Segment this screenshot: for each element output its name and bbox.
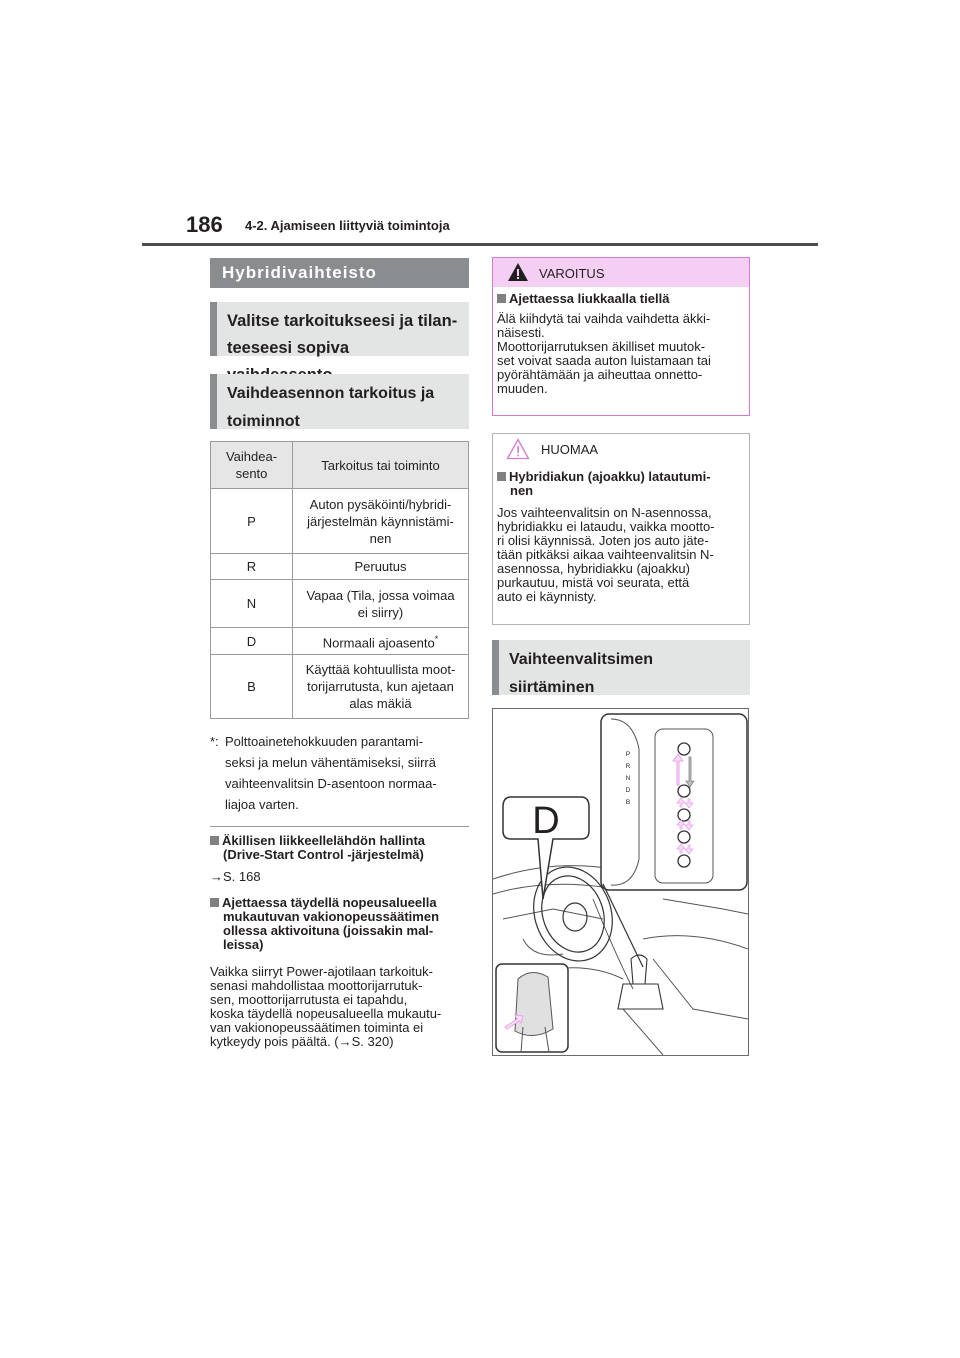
purpose-cell bbox=[293, 554, 469, 580]
body-line: auto ei käynnisty. bbox=[497, 589, 597, 604]
gate-position-circle bbox=[678, 855, 690, 867]
table-header-purpose: Tarkoitus tai toiminto bbox=[293, 442, 469, 489]
intro-line-1: Valitse tarkoitukseesi ja tilan- bbox=[227, 312, 458, 330]
purpose-line: Vapaa (Tila, jossa voimaa bbox=[306, 587, 455, 603]
body-line: koska täydellä nopeusalueella mukautu- bbox=[210, 1006, 442, 1021]
purpose-cell bbox=[293, 655, 469, 719]
bullet-square-icon bbox=[497, 294, 506, 303]
section2-title-line-2: siirtäminen bbox=[509, 679, 595, 696]
gear-position-table bbox=[210, 441, 469, 719]
table-row bbox=[211, 554, 469, 580]
gate-position-circle bbox=[678, 831, 690, 843]
table-row bbox=[211, 580, 469, 628]
gear-cell: D bbox=[211, 628, 293, 655]
body-line: tään pitkäksi aikaa vaihteenvalitsin N- bbox=[497, 547, 714, 562]
item-cruise-control-body bbox=[210, 965, 472, 1049]
table-row bbox=[211, 489, 469, 554]
body-line: senasi mahdollistaa moottorijarrutuk- bbox=[210, 978, 423, 993]
table-header-gear bbox=[211, 442, 293, 489]
notice-title-line: Hybridiakun (ajoakku) latautumi- bbox=[509, 469, 711, 484]
table-row bbox=[211, 655, 469, 719]
header-gear-line-1: Vaihdea- bbox=[225, 449, 278, 464]
warning-body bbox=[497, 312, 747, 396]
footnote-line: seksi ja melun vähentämiseksi, siirrä bbox=[225, 755, 436, 770]
footnote bbox=[210, 731, 469, 815]
body-line: hybridiakku ei lataudu, vaikka mootto- bbox=[497, 519, 715, 534]
page-number: 186 bbox=[186, 212, 223, 237]
item-title-line: ollessa aktivoituna (joissakin mal- bbox=[223, 923, 434, 938]
body-line: sen, moottorijarrutusta ei tapahdu, bbox=[210, 992, 408, 1007]
bullet-square-icon bbox=[210, 898, 219, 907]
body-line: set voivat saada auton luistamaan tai bbox=[497, 353, 711, 368]
intro-box bbox=[210, 302, 469, 356]
warning-triangle-icon bbox=[507, 262, 529, 282]
gate-position-circle bbox=[678, 809, 690, 821]
notice-body bbox=[497, 506, 747, 604]
warning-title bbox=[497, 292, 669, 306]
warning-title-text: Ajettaessa liukkaalla tiellä bbox=[509, 291, 670, 306]
subsection-title-gear-purpose bbox=[210, 374, 469, 429]
item-title-line: Ajettaessa täydellä nopeusalueella bbox=[222, 895, 437, 910]
shift-knob-inset bbox=[496, 964, 568, 1052]
header-rule bbox=[142, 243, 818, 246]
shift-lever-illustration bbox=[492, 708, 749, 1056]
header-gear-line-2: sento bbox=[235, 466, 268, 481]
purpose-cell bbox=[293, 628, 469, 655]
shift-gate-panel bbox=[601, 714, 747, 890]
gear-cell: P bbox=[211, 489, 293, 554]
gate-position-circle bbox=[678, 743, 690, 755]
footnote-line: vaihteenvalitsin D-asentoon normaa- bbox=[225, 776, 437, 791]
purpose-line: Peruutus bbox=[354, 559, 407, 574]
gear-cell: N bbox=[211, 580, 293, 628]
callout-letter: D bbox=[532, 800, 560, 842]
purpose-line: Auton pysäköinti/hybridi- bbox=[309, 496, 452, 512]
subsection-title-line-1: Vaihdeasennon tarkoitus ja bbox=[227, 385, 435, 402]
body-line: Vaikka siirryt Power-ajotilaan tarkoituk- bbox=[210, 964, 433, 979]
body-line: asennossa, hybridiakku (ajoakku) bbox=[497, 561, 690, 576]
gear-cell: B bbox=[211, 655, 293, 719]
purpose-line: alas mäkiä bbox=[349, 696, 412, 712]
gate-label-d: D bbox=[625, 787, 631, 794]
gate-label-b: B bbox=[625, 799, 631, 806]
section2-title-line-1: Vaihteenvalitsimen bbox=[509, 651, 654, 668]
item-title-line: Äkillisen liikkeellelähdön hallinta bbox=[222, 833, 426, 848]
warning-label: VAROITUS bbox=[539, 266, 605, 281]
footnote-line: Polttoainetehokkuuden parantami- bbox=[225, 734, 424, 749]
purpose-cell bbox=[293, 580, 469, 628]
purpose-line: torijarrutusta, kun ajetaan bbox=[307, 679, 454, 695]
item-title-line: leissa) bbox=[223, 937, 264, 952]
gate-label-p: P bbox=[625, 751, 631, 758]
table-row bbox=[211, 628, 469, 655]
notice-title bbox=[497, 470, 747, 498]
illustration-drawing bbox=[493, 709, 748, 1055]
body-line: kytkeydy pois päältä. (→S. 320) bbox=[210, 1034, 394, 1049]
body-line: Moottorijarrutuksen äkilliset muutok- bbox=[497, 339, 706, 354]
purpose-line: Normaali ajoasento bbox=[322, 635, 435, 651]
item-drive-start-ref[interactable]: →S. 168 bbox=[210, 869, 261, 884]
notice-title-line: nen bbox=[510, 483, 534, 498]
gate-label-r: R bbox=[625, 763, 631, 770]
purpose-line: ei siirry) bbox=[357, 604, 404, 620]
divider bbox=[210, 826, 469, 827]
body-line: van vakionopeussäätimen toiminta ei bbox=[210, 1020, 424, 1035]
intro-line-2: teeseesi sopiva bbox=[227, 339, 349, 357]
purpose-cell bbox=[293, 489, 469, 554]
purpose-line: Käyttää kohtuullista moot- bbox=[305, 662, 456, 678]
section-title-hybrid-transmission bbox=[210, 258, 469, 288]
chapter-title: 4-2. Ajamiseen liittyviä toimintoja bbox=[245, 218, 450, 233]
section-title-shift-lever bbox=[492, 640, 750, 695]
purpose-line: nen bbox=[369, 530, 392, 546]
item-drive-start-control-title bbox=[210, 834, 472, 862]
body-line: Jos vaihteenvalitsin on N-asennossa, bbox=[497, 505, 712, 520]
item-title-line: mukautuvan vakionopeussäätimen bbox=[223, 909, 440, 924]
body-line: näisesti. bbox=[497, 325, 545, 340]
pointer-line bbox=[603, 884, 643, 967]
bullet-square-icon bbox=[210, 836, 219, 845]
table-header-row bbox=[211, 442, 469, 489]
purpose-line: järjestelmän käynnistämi- bbox=[307, 513, 454, 529]
item-cruise-control-title bbox=[210, 896, 472, 952]
bullet-square-icon bbox=[497, 472, 506, 481]
notice-label: HUOMAA bbox=[541, 442, 599, 457]
footnote-mark: * bbox=[434, 634, 439, 644]
body-line: Älä kiihdytä tai vaihda vaihdetta äkki- bbox=[497, 311, 711, 326]
warning-header bbox=[493, 258, 749, 287]
caution-triangle-icon bbox=[506, 438, 530, 460]
callout-d bbox=[503, 797, 589, 899]
gate-position-circle bbox=[678, 785, 690, 797]
body-line: pyörähtämään ja aiheuttaa onnetto- bbox=[497, 367, 703, 382]
item-title-line: (Drive-Start Control -järjestelmä) bbox=[223, 847, 424, 862]
body-line: purkautuu, mistä voi seurata, että bbox=[497, 575, 690, 590]
body-line: ri olisi käynnissä. Joten jos auto jäte- bbox=[497, 533, 709, 548]
footnote-line: liajoa varten. bbox=[225, 797, 299, 812]
subsection-title-line-2: toiminnot bbox=[227, 413, 300, 430]
section-title-text: Hybridivaihteisto bbox=[222, 263, 377, 282]
gate-label-n: N bbox=[625, 775, 631, 782]
body-line: muuden. bbox=[497, 381, 548, 396]
gear-cell: R bbox=[211, 554, 293, 580]
footnote-mark: *: bbox=[210, 734, 219, 749]
